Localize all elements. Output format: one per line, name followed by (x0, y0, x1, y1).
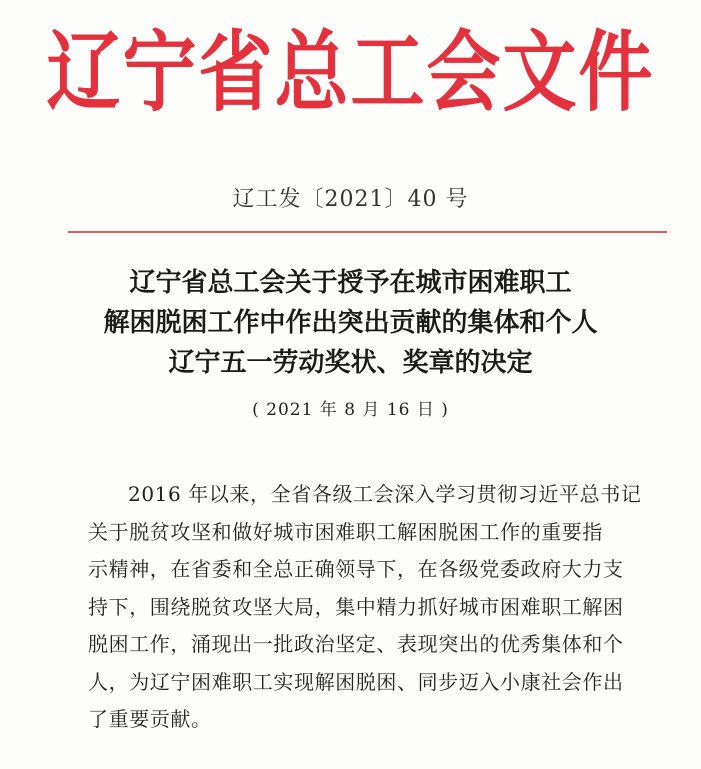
red-separator-line (68, 231, 667, 233)
document-title (0, 263, 701, 383)
body-line: 持下，围绕脱贫攻坚大局，集中精力抓好城市困难职工解困 (88, 594, 624, 619)
red-header-title: 辽宁省总工会文件 (46, 22, 655, 124)
title-line: 辽宁五一劳动奖状、奖章的决定 (168, 348, 533, 378)
title-line: 解困脱困工作中作出突出贡献的集体和个人 (103, 308, 598, 338)
body-line: 关于脱贫攻坚和做好城市困难职工解困脱困工作的重要指 (88, 519, 603, 544)
body-paragraph (88, 476, 648, 739)
body-line: 了重要贡献。 (88, 707, 212, 731)
title-line: 辽宁省总工会关于授予在城市困难职工 (129, 268, 572, 298)
document-number: 辽工发〔2021〕40 号 (232, 187, 469, 212)
document-date: ( 2021 年 8 月 16 日 ) (252, 400, 449, 420)
body-line: 2016 年以来，全省各级工会深入学习贯彻习近平总书记 (128, 482, 642, 506)
body-line: 脱困工作，涌现出一批政治坚定、表现突出的优秀集体和个 (88, 632, 624, 656)
body-line: 示精神，在省委和全总正确领导下，在各级党委政府大力支 (88, 557, 624, 581)
body-line: 人，为辽宁困难职工实现解困脱困、同步迈入小康社会作出 (88, 669, 624, 694)
